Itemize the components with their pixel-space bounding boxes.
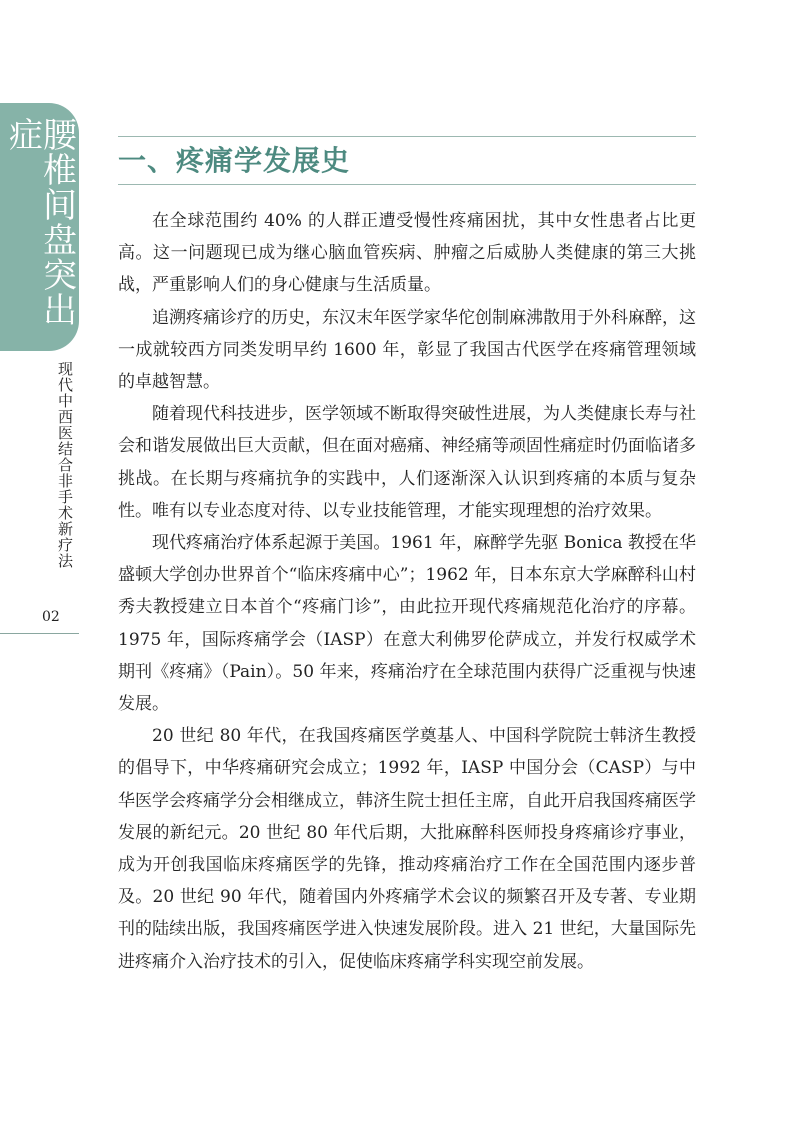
paragraph: 20 世纪 80 年代，在我国疼痛医学奠基人、中国科学院院士韩济生教授的倡导下，中华疼痛研究会成立；1992 年，IASP 中国分会（CASP）与中华医学会疼痛学分会相继成立，韩济生院士担任主席，自此开启我国疼痛医学发展的新纪元。20 世纪 80 年代后期，大批麻醉科医师投身疼痛诊疗事业，成为开创我国临床疼痛医学的先锋，推动疼痛治疗工作在全国范围内逐步普及。20 世纪 90 年代，随着国内外疼痛学术会议的频繁召开及专著、专业期刊的陆续出版，我国疼痛医学进入快速发展阶段。进入 21 世纪，大量国际先进疼痛介入治疗技术的引入，促使临床疼痛学科实现空前发展。	[118, 726, 696, 972]
book-title: 腰椎间盘突出症	[2, 117, 77, 327]
paragraph: 追溯疼痛诊疗的历史，东汉末年医学家华佗创制麻沸散用于外科麻醉，这一成就较西方同类发明早约 1600 年，彰显了我国古代医学在疼痛管理领域的卓越智慧。	[118, 307, 696, 393]
heading-top-rule	[118, 136, 696, 137]
sidebar-divider	[0, 633, 79, 634]
body-text	[118, 205, 696, 978]
paragraph: 现代疼痛治疗体系起源于美国。1961 年，麻醉学先驱 Bonica 教授在华盛顿大学创办世界首个“临床疼痛中心”；1962 年，日本东京大学麻醉科山村秀夫教授建立日本首个“疼痛门诊”，由此拉开现代疼痛规范化治疗的序幕。1975 年，国际疼痛学会（IASP）在意大利佛罗伦萨成立，并发行权威学术期刊《疼痛》（Pain）。50 年来，疼痛治疗在全球范围内获得广泛重视与快速发展。	[118, 533, 696, 715]
section-title: 一、疼痛学发展史	[118, 144, 351, 177]
paragraph: 随着现代科技进步，医学领域不断取得突破性进展，为人类健康长寿与社会和谐发展做出巨大贡献，但在面对癌痛、神经痛等顽固性痛症时仍面临诸多挑战。在长期与疼痛抗争的实践中，人们逐渐深入认识到疼痛的本质与复杂性。唯有以专业态度对待、以专业技能管理，才能实现理想的治疗效果。	[118, 404, 696, 521]
heading-bottom-rule	[118, 184, 696, 185]
page-number: 02	[42, 609, 60, 625]
book-subtitle: 现代中西医结合非手术新疗法	[56, 361, 74, 569]
paragraph: 在全球范围约 40% 的人群正遭受慢性疼痛困扰，其中女性患者占比更高。这一问题现已成为继心脑血管疾病、肿瘤之后威胁人类健康的第三大挑战，严重影响人们的身心健康与生活质量。	[118, 211, 696, 296]
sidebar-title-tab	[0, 103, 79, 351]
